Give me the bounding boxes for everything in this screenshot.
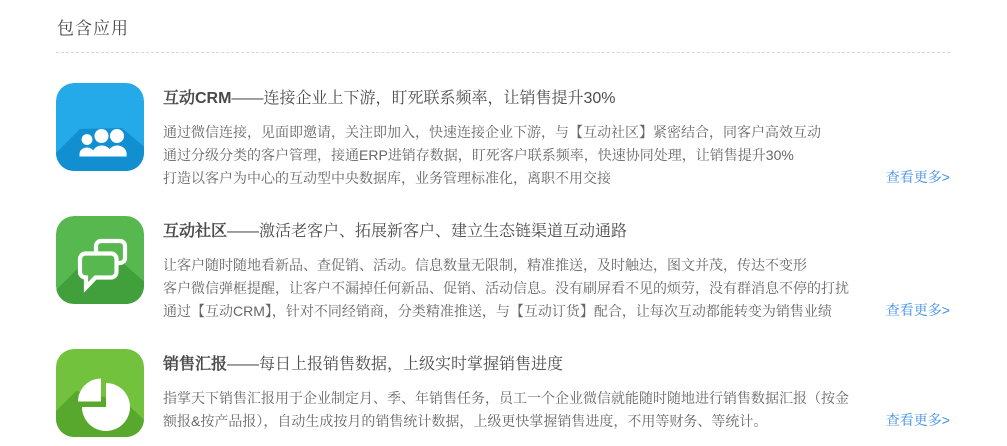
app-text-block: [163, 83, 876, 190]
app-title: [163, 85, 876, 108]
app-title-rest: ——激活老客户、拓展新客户、建立生态链渠道互动通路: [227, 223, 628, 240]
app-desc-line: 让客户随时随地看新品、查促销、活动。信息数量无限制，精准推送，及时触达，图文并茂，传达不变形: [163, 257, 807, 273]
app-row-body: [163, 349, 950, 433]
app-name: 互动社区: [163, 223, 228, 240]
dashed-divider: [56, 52, 950, 53]
app-row-body: [163, 216, 950, 323]
team-people-icon: [56, 83, 144, 171]
app-desc-line: 通过微信连接，见面即邀请，关注即加入，快速连接企业下游，与【互动社区】紧密结合，同客户高效互动: [163, 124, 821, 140]
app-desc-line: 客户微信弹框提醒，让客户不漏掉任何新品、促销、活动信息。没有刷屏看不见的烦劳，没有群消息不停的打扰: [163, 280, 849, 296]
app-desc-line: 通过分级分类的客户管理，接通ERP进销存数据，盯死客户联系频率，快速协同处理，让销售提升30%: [163, 147, 794, 163]
chat-bubbles-icon: [56, 216, 144, 304]
app-desc-line: 通过【互动CRM】，针对不同经销商，分类精准推送，与【互动订货】配合，让每次互动都能转变为销售业绩: [163, 303, 832, 319]
app-row-sales-report: [56, 349, 950, 437]
view-more-link-sales-report[interactable]: 查看更多>: [885, 412, 950, 428]
section-title: 包含应用: [57, 19, 129, 38]
app-row-community: [56, 216, 950, 323]
view-more-link-crm[interactable]: 查看更多>: [885, 169, 950, 185]
app-title: [163, 218, 876, 241]
app-title-rest: ——连接企业上下游，盯死联系频率，让销售提升30%: [231, 90, 616, 107]
app-row-body: [163, 83, 950, 190]
view-more-link-community[interactable]: 查看更多>: [885, 302, 950, 318]
app-row-crm: [56, 83, 950, 190]
pie-chart-icon: [56, 349, 144, 437]
app-desc-line: 指掌天下销售汇报用于企业制定月、季、年销售任务，员工一个企业微信就能随时随地进行销售数据汇报（按金: [163, 390, 849, 406]
app-name: 销售汇报: [163, 356, 228, 373]
app-name: 互动CRM: [163, 90, 232, 107]
app-title: [163, 351, 876, 374]
app-text-block: [163, 349, 876, 433]
app-text-block: [163, 216, 876, 323]
app-desc-line: 额报&按产品报），自动生成按月的销售统计数据，上级更快掌握销售进度，不用等财务、等统计。: [163, 413, 768, 429]
app-title-rest: ——每日上报销售数据，上级实时掌握销售进度: [227, 356, 564, 373]
app-desc-line: 打造以客户为中心的互动型中央数据库，业务管理标准化，离职不用交接: [163, 170, 611, 186]
